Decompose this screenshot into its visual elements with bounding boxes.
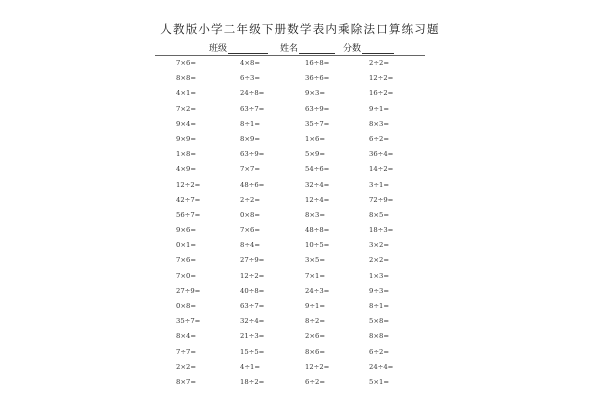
problem-item: 8×8= (176, 74, 197, 83)
problem-item: 8÷1= (240, 119, 261, 128)
problem-item: 1×6= (305, 134, 326, 143)
problem-item: 8×6= (305, 347, 326, 356)
problem-item: 32÷4= (305, 180, 330, 189)
problem-item: 1×3= (369, 271, 390, 280)
problem-item: 12÷2= (240, 271, 265, 280)
problem-item: 4÷1= (240, 362, 261, 371)
problem-row (0, 59, 600, 74)
problem-item: 27÷9= (240, 256, 265, 265)
problem-item: 9÷3= (369, 286, 390, 295)
problem-row (0, 120, 600, 135)
problem-row (0, 196, 600, 211)
problem-item: 6÷2= (369, 134, 390, 143)
problem-item: 2×2= (176, 362, 197, 371)
problem-item: 12÷2= (369, 74, 394, 83)
problem-item: 12÷2= (305, 362, 330, 371)
problem-item: 7×6= (176, 256, 197, 265)
problem-item: 3×2= (369, 241, 390, 250)
problem-item: 36÷4= (369, 150, 394, 159)
problem-item: 6÷3= (240, 74, 261, 83)
problem-item: 9×6= (176, 226, 197, 235)
problem-item: 16÷8= (305, 59, 330, 67)
problem-item: 7×0= (176, 271, 197, 280)
problem-row (0, 302, 600, 317)
problem-item: 8×3= (305, 210, 326, 219)
problem-item: 35÷7= (176, 317, 201, 326)
problem-item: 7×7= (240, 165, 261, 174)
problem-item: 5×8= (369, 317, 390, 326)
score-field (343, 41, 394, 54)
problem-item: 63÷9= (305, 104, 330, 113)
class-blank[interactable] (228, 43, 268, 54)
problem-item: 8×7= (176, 377, 197, 386)
problem-item: 9÷1= (305, 302, 326, 310)
problem-item: 24÷4= (369, 362, 394, 371)
problem-item: 16÷2= (369, 89, 394, 98)
problem-item: 0×1= (176, 241, 197, 250)
problem-item: 48÷6= (240, 180, 265, 189)
class-field (209, 41, 268, 54)
problem-item: 2÷2= (240, 195, 261, 204)
problem-row (0, 211, 600, 226)
problem-row (0, 89, 600, 104)
problem-item: 2×2= (369, 256, 390, 265)
name-blank[interactable] (299, 43, 335, 54)
problem-item: 63÷7= (240, 104, 265, 113)
problem-item: 15÷5= (240, 347, 265, 356)
problem-item: 5×9= (305, 150, 326, 159)
problem-row (0, 256, 600, 271)
problem-item: 18÷2= (240, 377, 265, 386)
problem-row (0, 226, 600, 241)
problem-row (0, 272, 600, 287)
problem-item: 8×5= (369, 210, 390, 219)
problem-item: 12÷2= (176, 180, 201, 189)
problem-item: 8÷1= (369, 302, 390, 310)
problem-row (0, 363, 600, 378)
problem-row (0, 241, 600, 256)
problem-item: 48÷8= (305, 226, 330, 235)
problem-item: 36÷6= (305, 74, 330, 83)
problem-row (0, 74, 600, 89)
problem-item: 8÷4= (240, 241, 261, 250)
problem-row (0, 105, 600, 120)
problem-item: 63÷9= (240, 150, 265, 159)
problem-item: 0×8= (176, 302, 197, 310)
problem-item: 2×6= (305, 332, 326, 341)
problem-item: 8×3= (369, 119, 390, 128)
problem-item: 9×3= (305, 89, 326, 98)
problem-item: 6÷2= (369, 347, 390, 356)
name-field (280, 41, 335, 54)
score-blank[interactable] (362, 43, 394, 54)
class-label: 班级 (209, 44, 228, 54)
header-divider (155, 55, 425, 56)
problem-item: 14÷2= (369, 165, 394, 174)
problem-item: 8×8= (369, 332, 390, 341)
problem-item: 9÷1= (369, 104, 390, 113)
problem-item: 35÷7= (305, 119, 330, 128)
problem-item: 18÷3= (369, 226, 394, 235)
problem-item: 5×1= (369, 377, 390, 386)
problem-item: 4×1= (176, 89, 197, 98)
problem-row (0, 317, 600, 332)
problem-row (0, 348, 600, 363)
problem-item: 7÷7= (176, 347, 197, 356)
problem-item: 7×6= (176, 59, 197, 67)
problem-item: 24÷8= (240, 89, 265, 98)
problem-item: 10÷5= (305, 241, 330, 250)
problem-item: 3÷1= (369, 180, 390, 189)
problem-item: 6÷2= (305, 377, 326, 386)
problem-row (0, 378, 600, 393)
problem-item: 40÷8= (240, 286, 265, 295)
name-label: 姓名 (280, 44, 299, 54)
problem-item: 21÷3= (240, 332, 265, 341)
problem-item: 56÷7= (176, 210, 201, 219)
score-label: 分数 (343, 44, 362, 54)
problem-item: 4×9= (176, 165, 197, 174)
problem-item: 8×9= (240, 134, 261, 143)
problem-row (0, 181, 600, 196)
problem-item: 27÷9= (176, 286, 201, 295)
problem-item: 0×8= (240, 210, 261, 219)
problem-item: 7×1= (305, 271, 326, 280)
problem-item: 7×2= (176, 104, 197, 113)
problem-row (0, 287, 600, 302)
problem-item: 54÷6= (305, 165, 330, 174)
problem-item: 9×4= (176, 119, 197, 128)
problem-item: 24÷3= (305, 286, 330, 295)
worksheet-title: 人教版小学二年级下册数学表内乘除法口算练习题 (160, 22, 440, 36)
problem-item: 8×4= (176, 332, 197, 341)
problem-item: 3×5= (305, 256, 326, 265)
problem-item: 12÷4= (305, 195, 330, 204)
problem-item: 1×8= (176, 150, 197, 159)
problem-grid (0, 59, 600, 393)
problem-row (0, 165, 600, 180)
problem-row (0, 150, 600, 165)
problem-row (0, 332, 600, 347)
problem-item: 4×8= (240, 59, 261, 67)
problem-item: 72÷9= (369, 195, 394, 204)
problem-item: 63÷7= (240, 302, 265, 310)
problem-item: 2÷2= (369, 59, 390, 67)
problem-item: 8÷2= (305, 317, 326, 326)
problem-row (0, 135, 600, 150)
problem-item: 7×6= (240, 226, 261, 235)
problem-item: 9×9= (176, 134, 197, 143)
problem-item: 42÷7= (176, 195, 201, 204)
problem-item: 32÷4= (240, 317, 265, 326)
